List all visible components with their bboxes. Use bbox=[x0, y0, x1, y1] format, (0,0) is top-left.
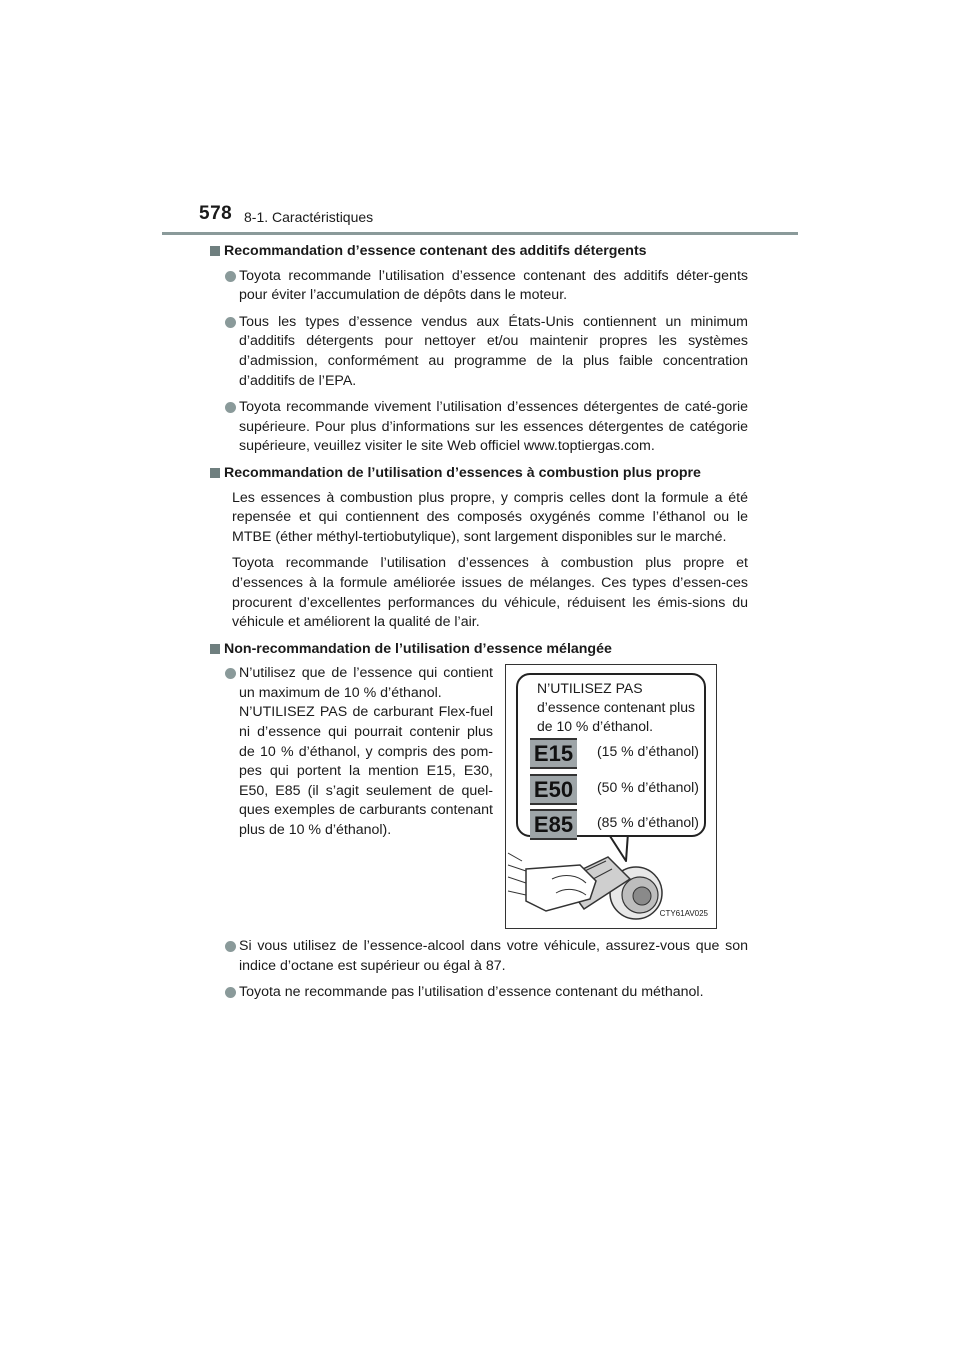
header-rule bbox=[162, 232, 798, 235]
bullet-text: Tous les types d’essence vendus aux États-Unis contiennent un minimum d’additifs détergents pour nettoyer et/ou maintenir propres les systèmes d’admission, conformément au programme de la plus faible concentration d’additifs de l’EPA. bbox=[239, 313, 748, 389]
blended-fuel-row bbox=[210, 664, 748, 929]
bullet-text: N’utilisez que de l’essence qui contient un maximum de 10 % d’éthanol. bbox=[239, 665, 493, 701]
heading-cleaner-burning: Recommandation de l’utilisation d’essences à combustion plus propre bbox=[210, 464, 748, 484]
bullet-dot-icon bbox=[225, 271, 236, 282]
warning-speech-bubble bbox=[516, 673, 706, 837]
bullet-text: Toyota recommande l’utilisation d’essence contenant des additifs déter-gents pour éviter l’accumulation de dépôts dans le moteur. bbox=[239, 267, 748, 304]
e15-ethanol-text: (15 % d’éthanol) bbox=[597, 743, 699, 760]
bullet-dot-icon bbox=[225, 668, 236, 679]
e85-ethanol-text: (85 % d’éthanol) bbox=[597, 814, 699, 831]
warning-text: N’UTILISEZ PAS d’essence contenant plus de 10 % d’éthanol. bbox=[537, 680, 695, 735]
figure-code: CTY61AV025 bbox=[659, 908, 708, 918]
e85-label: E85 bbox=[530, 809, 577, 840]
e50-label: E50 bbox=[530, 774, 577, 805]
bullet-dot-icon bbox=[225, 402, 236, 413]
bullet-item bbox=[210, 664, 493, 840]
heading-detergent-additives: Recommandation d’essence contenant des additifs détergents bbox=[210, 242, 748, 262]
heading-blended-fuel: Non-recommandation de l’utilisation d’essence mélangée bbox=[210, 640, 748, 660]
bullet-text: N’UTILISEZ PAS de carburant Flex-fuel ni d’essence qui pourrait contenir plus de 10 % d’éthanol, y compris des pom-pes qui portent la mention E15, E30, E50, E85 (il s’agit seulement de quel-ques exemples de carburants contenant plus de 10 % d’éthanol). bbox=[239, 704, 493, 839]
page-number: 578 bbox=[199, 203, 233, 224]
paragraph: Les essences à combustion plus propre, y compris celles dont la formule a été repensée et qui contiennent des composés oxygénés comme l’éthanol ou le MTBE (éther méthyl-tertiobutylique), sont largement disponibles sur le marché. bbox=[232, 489, 748, 545]
page-content bbox=[210, 242, 748, 1010]
bullet-text: Toyota ne recommande pas l’utilisation d’essence contenant du méthanol. bbox=[239, 984, 704, 1001]
bullet-dot-icon bbox=[225, 987, 236, 998]
bullet-item bbox=[210, 983, 748, 1003]
bullet-item bbox=[210, 398, 748, 457]
bullet-dot-icon bbox=[225, 941, 236, 952]
section-title: 8-1. Caractéristiques bbox=[244, 209, 374, 225]
blended-fuel-text bbox=[210, 664, 493, 929]
bullet-item bbox=[210, 267, 748, 306]
paragraph: Toyota recommande l’utilisation d’essences à combustion plus propre et d’essences à la formule améliorée issues de mélanges. Ces types d’essen-ces procurent d’excellentes performances du véhicule, réduisent les émis-sions du véhicule et améliorent la qualité de l’air. bbox=[232, 555, 748, 631]
e15-label: E15 bbox=[530, 738, 577, 769]
e50-ethanol-text: (50 % d’éthanol) bbox=[597, 779, 699, 796]
bullet-item bbox=[210, 937, 748, 976]
fuel-warning-illustration bbox=[505, 664, 717, 929]
bullet-text: Si vous utilisez de l’essence-alcool dans votre véhicule, assurez-vous que son indice d’octane est supérieur ou égal à 87. bbox=[239, 938, 748, 974]
bullet-dot-icon bbox=[225, 317, 236, 328]
bullet-text: Toyota recommande vivement l’utilisation d’essences détergentes de caté-gorie supérieure. Pour plus d’informations sur les essences détergentes de catégorie supérieure, veuillez visiter le site Web officiel www.toptiergas.com. bbox=[239, 399, 748, 455]
bullet-item bbox=[210, 313, 748, 391]
